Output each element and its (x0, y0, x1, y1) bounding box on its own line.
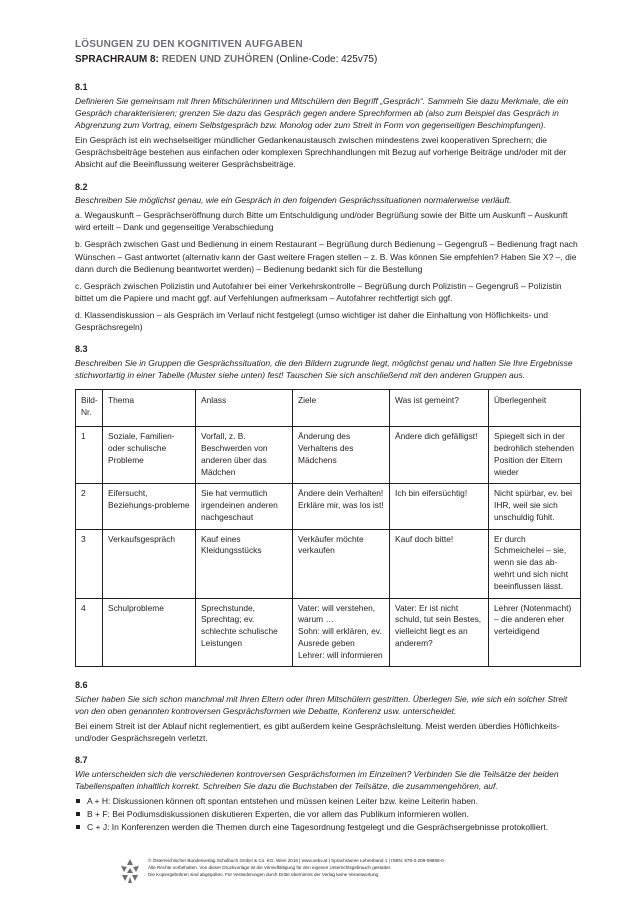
section-8-3 (75, 343, 580, 667)
chapter-name: REDEN UND ZUHÖREN (161, 54, 274, 66)
answer-d: d. Klassendiskussion – als Gespräch im Verlauf nicht festgelegt (umso wichtiger ist daher die Einhaltung von Höflichkeits- und Gesprächsregeln) (75, 309, 548, 332)
table-cell: Änderung des Verhaltens des Mädchens (293, 427, 390, 484)
footer-rights: Alle Rechte vorbehalten. Von dieser Druckvorlage ist die Vervielfältigung für den eigenen Unterrichtsgebrauch gestattet. (148, 865, 392, 871)
table-cell: 1 (76, 427, 103, 484)
table-cell: Sprechstunde, Sprechtag; ev. schlechte schulische Leistungen (196, 598, 293, 667)
task-text: Sicher haben Sie sich schon manchmal mit Ihren Eltern oder Ihren Mitschülern gestritten. Überlegen Sie, wie sich ein solcher Streit von den oben genannten kontroversen Gesprächsformen wie Debatte, Konferenz usw. unterscheidet. (75, 694, 568, 717)
table-cell: Kauf eines Kleidungsstücks (196, 529, 293, 598)
table-cell: Ich bin eifersüchtig! (390, 484, 489, 529)
answer-list (75, 795, 580, 833)
header-cell: Ziele (293, 389, 390, 427)
header-cell: Bild-Nr. (76, 389, 103, 427)
table-cell: 2 (76, 484, 103, 529)
task-text: Beschreiben Sie möglichst genau, wie ein Gespräch in den folgenden Gesprächssituationen normalerweise verläuft. (75, 195, 512, 206)
section-8-2 (75, 181, 580, 333)
table-row (76, 598, 581, 667)
table-cell: Sie hat vermutlich irgendeinen anderen nachgeschaut (196, 484, 293, 529)
table-cell: Spiegelt sich in der bedrohlich stehenden Position der Eltern wieder (489, 427, 581, 484)
task-text: Definieren Sie gemeinsam mit Ihren Mitschülerinnen und Mitschülern den Begriff „Gespräch“. Sammeln Sie dazu Merkmale, die ein Gespräch charakterisieren; grenzen Sie dazu das Gespräch gegen andere Sprechformen ab (also zum Beispiel das Gespräch in Abgrenzung zum Vortrag, einem Selbstgespräch bzw. Monolog oder zum Streit in Form von gegenseitigen Beschimpfungen). (75, 96, 569, 131)
list-item: B + F: Bei Podiumsdiskussionen diskutieren Experten, die vor allem das Publikum informieren wollen. (75, 808, 580, 820)
table-row (76, 529, 581, 598)
footer-copyright: © Österreichischer Bundesverlag Schulbuch GmbH & Co. KG, Wien 2016 | www.oebv.at | Sprachräume Lehrerband 1 | ISBN: 978-3-209-08868-0 (148, 858, 444, 863)
header-cell: Überlegenheit (489, 389, 581, 427)
section-heading: LÖSUNGEN ZU DEN KOGNITIVEN AUFGABEN (75, 39, 303, 50)
chapter-title (75, 53, 580, 67)
footer-disclaimer: Die Kopiergebühren sind abgegolten. Für Veränderungen durch Dritte übernimmt der Verlag keine Verantwortung. (148, 872, 380, 878)
section-8-7 (75, 754, 580, 833)
table-cell: Schulprobleme (103, 598, 196, 667)
table-cell: Vorfall, z. B. Beschwerden von anderen über das Mädchen (196, 427, 293, 484)
answer-a: a. Wegauskunft – Gesprächseröffnung durch Bitte um Entschuldigung und/oder Begrüßung sowie der Bitte um Auskunft – Auskunft wird erteilt – Dank und gegenseitige Verabschiedung (75, 210, 568, 233)
section-8-6 (75, 679, 580, 744)
table-cell: Ändere dein Verhalten! Erkläre mir, was los ist! (293, 484, 390, 529)
table-cell: Verkäufer möchte verkaufen (293, 529, 390, 598)
table-cell: Verkaufsgespräch (103, 529, 196, 598)
list-item: A + H: Diskussionen können oft spontan entstehen und müssen keinen Leiter bzw. keine Leiterin haben. (75, 795, 580, 807)
online-code: (Online-Code: 425v75) (276, 54, 378, 66)
table-cell: Vater: Er ist nicht schuld, tut sein Bestes, vielleicht liegt es an anderem? (390, 598, 489, 667)
publisher-logo-icon (118, 858, 142, 884)
header-cell: Thema (103, 389, 196, 427)
table-cell: Er durch Schmeichelei – sie, wenn sie das ab-wehrt und sich nicht beeinflussen lässt. (489, 529, 581, 598)
header-cell: Anlass (196, 389, 293, 427)
task-number: 8.6 (75, 680, 88, 691)
table-cell: Vater: will verstehen, warum … Sohn: will erklären, ev. Ausrede geben Lehrer: will informieren (293, 598, 390, 667)
answer-text: Ein Gespräch ist ein wechselseitiger mündlicher Gedankenaustausch zwischen mindestens zwei kooperativen Sprechern; die Gesprächsbeiträge bestehen aus einfachen oder komplexen Sprechhandlungen mit Bezug auf vorherige Beiträge und/oder mit der Absicht auf die Beeinflussung weiterer Gesprächsbeiträge. (75, 135, 567, 170)
answer-b: b. Gespräch zwischen Gast und Bedienung in einem Restaurant – Begrüßung durch Bedienung – Gegengruß – Bedienung fragt nach Wünschen – Gast antwortet (alternativ kann der Gast weitere Fragen stellen – z. B. Was können Sie empfehlen? Haben Sie X? –, die dann durch die Bedienung beantwortet werden) – Bedienung bedankt sich für die Bestellung (75, 239, 578, 274)
task-text: Beschreiben Sie in Gruppen die Gesprächssituation, die den Bildern zugrunde liegt, möglichst genau und halten Sie Ihre Ergebnisse stichwortartig in einer Tabelle (Muster siehe unten) fest! Tauschen Sie sich anschließend mit den anderen Gruppen aus. (75, 357, 573, 380)
table-header-row (76, 389, 581, 427)
table-cell: 3 (76, 529, 103, 598)
table-cell: 4 (76, 598, 103, 667)
task-number: 8.2 (75, 181, 88, 192)
task-number: 8.3 (75, 343, 88, 354)
table-row (76, 427, 581, 484)
results-table (75, 389, 581, 668)
table-cell: Lehrer (Notenmacht) – die anderen eher verteidigend (489, 598, 581, 667)
table-cell: Ändere dich gefälligst! (390, 427, 489, 484)
table-row (76, 484, 581, 529)
section-8-1 (75, 81, 580, 170)
footer (148, 857, 588, 878)
table-cell: Nicht spürbar, ev. bei IHR, weil sie sich unschuldig fühlt. (489, 484, 581, 529)
list-item: C + J: In Konferenzen werden die Themen durch eine Tagesordnung festgelegt und die Gesprächsergebnisse protokolliert. (75, 821, 580, 833)
task-number: 8.7 (75, 755, 88, 766)
task-text: Wie unterscheiden sich die verschiedenen kontroversen Gesprächsformen im Einzelnen? Verbinden Sie die Teilsätze der beiden Tabellenspalten inhaltlich korrekt. Schreiben Sie dazu die Buchstaben der Teilsätze, die zusammengehören, auf. (75, 769, 559, 792)
table-cell: Eifersucht, Beziehungs-probleme (103, 484, 196, 529)
task-number: 8.1 (75, 82, 88, 93)
header-cell: Was ist gemeint? (390, 389, 489, 427)
answer-text: Bei einem Streit ist der Ablauf nicht reglementiert, es gibt außerdem keine Gesprächsleitung. Meist werden überdies Höflichkeits- und/oder Gesprächsregeln verletzt. (75, 721, 560, 744)
table-cell: Kauf doch bitte! (390, 529, 489, 598)
table-cell: Soziale, Familien- oder schulische Probleme (103, 427, 196, 484)
chapter-number: SPRACHRAUM 8: (75, 54, 159, 66)
answer-c: c. Gespräch zwischen Polizistin und Autofahrer bei einer Verkehrskontrolle – Begrüßung durch Polizistin – Gegengruß – Polizistin bittet um die Papiere und macht ggf. auf Verfehlungen aufmerksam – Autofahrer rechtfertigt sich ggf. (75, 280, 562, 303)
